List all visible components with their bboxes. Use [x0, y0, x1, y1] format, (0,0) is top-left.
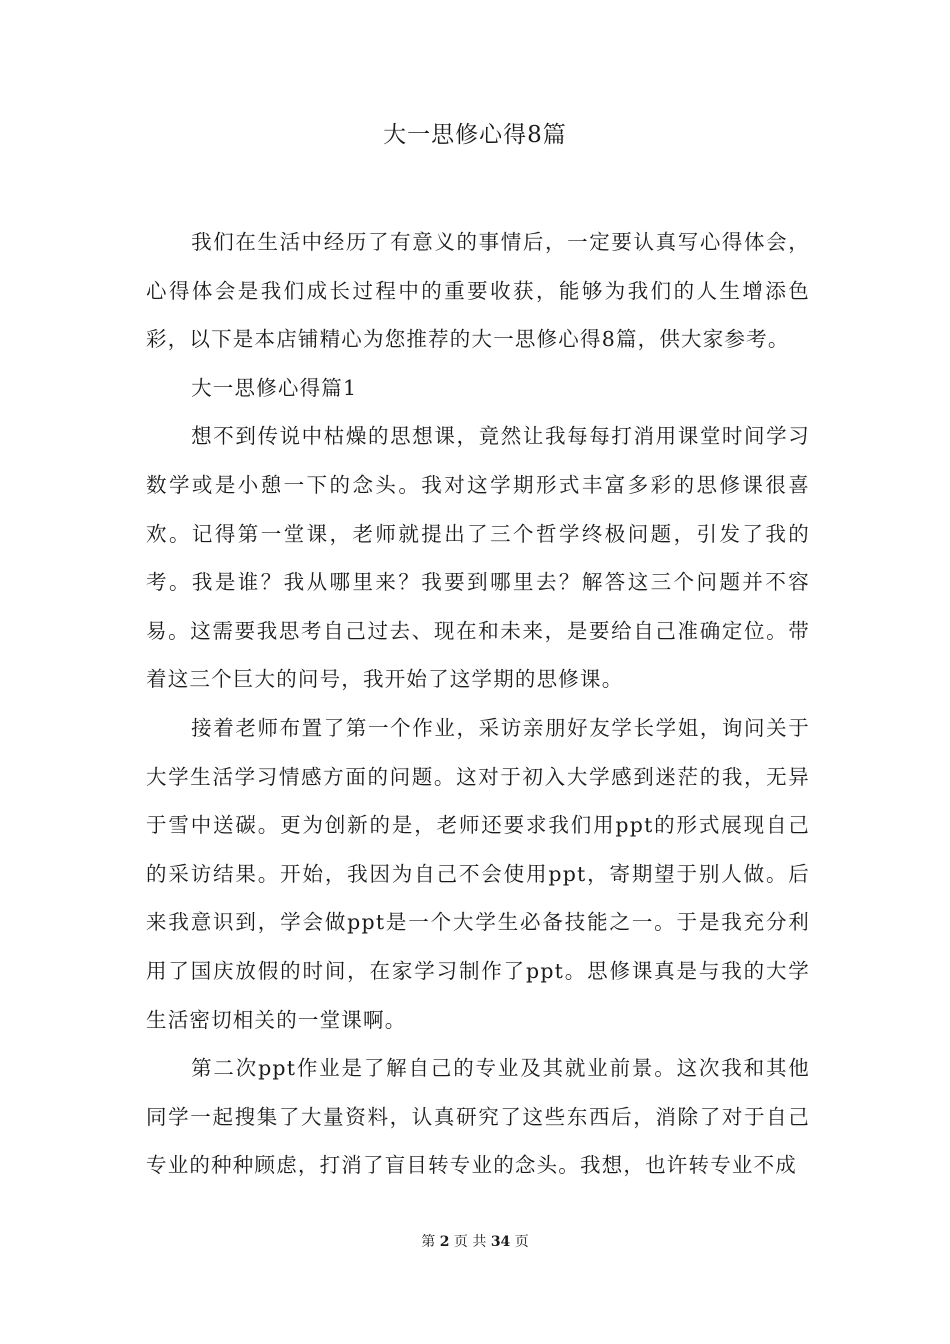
footer-prefix: 第: [421, 1234, 436, 1250]
section-heading: 大一思修心得篇1: [191, 375, 358, 400]
page-footer: [0, 1232, 950, 1252]
paragraph: 想不到传说中枯燥的思想课，竟然让我每每打消用课堂时间学习数学或是小憩一下的念头。我对这学期形式丰富多彩的思修课很喜欢。记得第一堂课，老师就提出了三个哲学终极问题，引发了我的考。我是谁？我从哪里来？我要到哪里去？解答这三个问题并不容易。这需要我思考自己过去、现在和未来，是要给自己准确定位。带着这三个巨大的问号，我开始了这学期的思修课。: [146, 424, 810, 692]
paragraph: 接着老师布置了第一个作业，采访亲朋好友学长学姐，询问关于大学生活学习情感方面的问题。这对于初入大学感到迷茫的我，无异于雪中送碳。更为创新的是，老师还要求我们用ppt的形式展现自己的采访结果。开始，我因为自己不会使用ppt，寄期望于别人做。后来我意识到，学会做ppt是一个大学生必备技能之一。于是我充分利用了国庆放假的时间，在家学习制作了ppt。思修课真是与我的大学生活密切相关的一堂课啊。: [146, 715, 810, 1032]
document-body: [146, 218, 810, 1190]
current-page-number: 2: [439, 1234, 450, 1250]
paragraph-intro: 我们在生活中经历了有意义的事情后，一定要认真写心得体会，心得体会是我们成长过程中的重要收获，能够为我们的人生增添色彩，以下是本店铺精心为您推荐的大一思修心得8篇，供大家参考。: [146, 230, 810, 352]
total-pages-number: 34: [490, 1234, 511, 1250]
footer-suffix: 页: [514, 1234, 529, 1250]
document-title: 大一思修心得8篇: [383, 122, 567, 148]
paragraph: 第二次ppt作业是了解自己的专业及其就业前景。这次我和其他同学一起搜集了大量资料，认真研究了这些东西后，消除了对于自己专业的种种顾虑，打消了盲目转专业的念头。我想，也许转专业不成: [146, 1056, 810, 1178]
footer-middle: 页 共: [453, 1234, 487, 1250]
